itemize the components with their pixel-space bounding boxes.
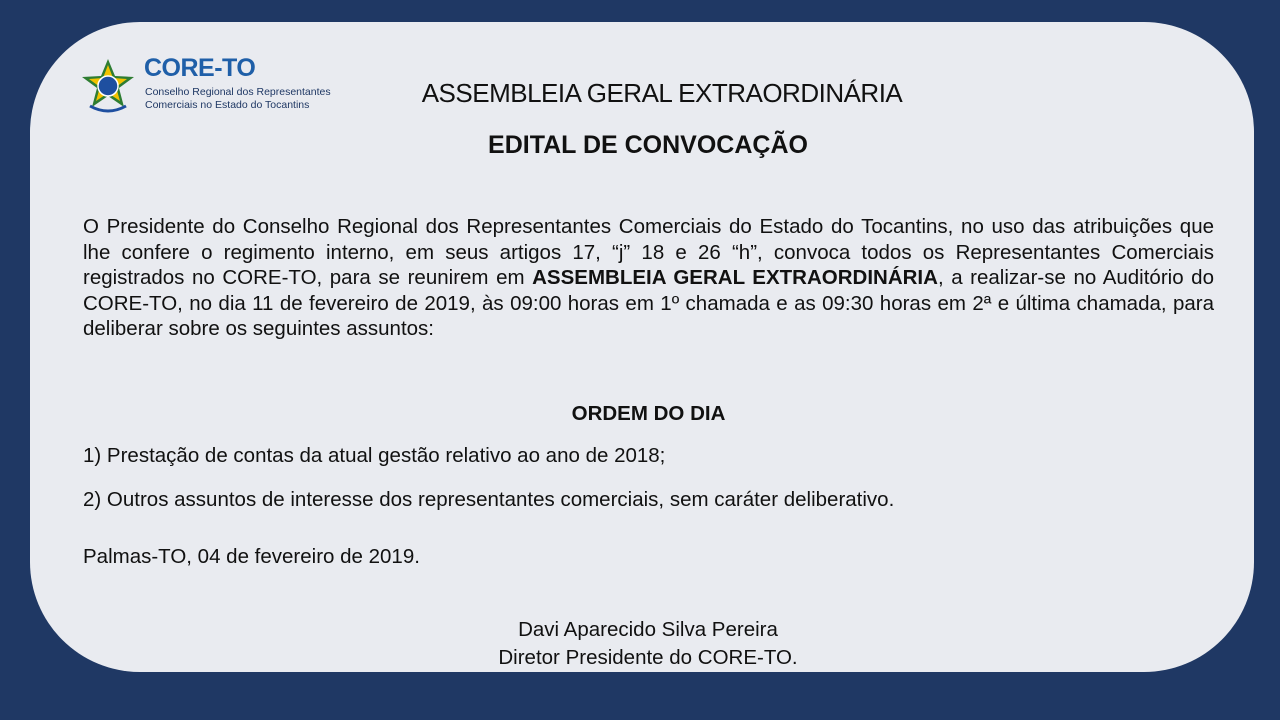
brand-subtitle <box>145 86 335 111</box>
page-title: ASSEMBLEIA GERAL EXTRAORDINÁRIA <box>421 78 903 108</box>
notice-body <box>83 214 1214 342</box>
body-text-part2: , a realizar-se no Auditório do CORE-TO, no dia 11 de fevereiro de 2019, às 09:00 horas em 1º chamada e as 09:30 horas em 2ª e última chamada, para deliberar sobre os seguintes assuntos: <box>83 266 1214 341</box>
coat-of-arms-icon <box>78 56 138 116</box>
core-to-logo <box>78 54 331 120</box>
brand-subtitle-line2: Comerciais no Estado do Tocantins <box>145 98 310 111</box>
signature-block <box>330 616 966 672</box>
body-text-part1: O Presidente do Conselho Regional dos Representantes Comerciais do Estado do Tocantins, no uso das atribuições que lhe confere o regimento interno, em seus artigos 17, “j” 18 e 26 “h”, convoca todos os Representantes Comerciais registrados no CORE-TO, para se reunirem em <box>83 215 1214 290</box>
agenda-heading: ORDEM DO DIA <box>571 402 726 425</box>
body-text-bold: ASSEMBLEIA GERAL EXTRAORDINÁRIA <box>532 266 938 290</box>
agenda-item: 2) Outros assuntos de interesse dos representantes comerciais, sem caráter deliberativo. <box>83 488 895 511</box>
notice-subtitle: EDITAL DE CONVOCAÇÃO <box>488 131 808 159</box>
brand-name: CORE-TO <box>144 54 256 82</box>
place-date: Palmas-TO, 04 de fevereiro de 2019. <box>83 545 420 568</box>
brand-subtitle-line1: Conselho Regional dos Representantes <box>145 86 331 98</box>
signatory-role: Diretor Presidente do CORE-TO. <box>498 646 798 669</box>
agenda-item: 1) Prestação de contas da atual gestão relativo ao ano de 2018; <box>83 444 666 467</box>
signatory-name: Davi Aparecido Silva Pereira <box>518 618 778 641</box>
agenda-list <box>83 444 1214 532</box>
